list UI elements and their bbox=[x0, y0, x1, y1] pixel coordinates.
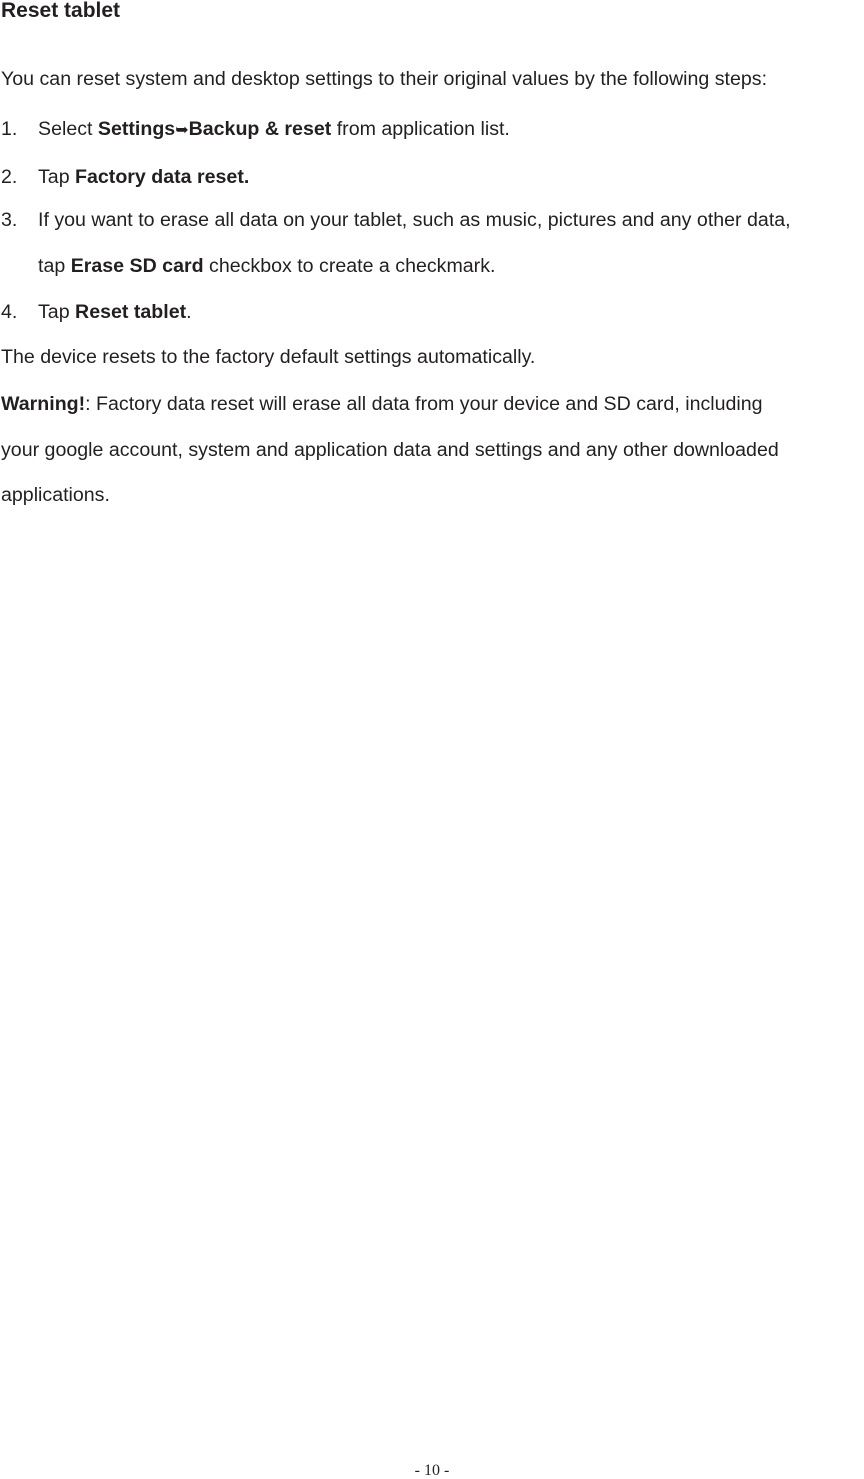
step-text: If you want to erase all data on your tablet, such as music, pictures and any other data, bbox=[38, 209, 791, 231]
step-text bbox=[38, 303, 192, 323]
step-3-continuation bbox=[38, 257, 495, 277]
factory-data-reset-label: Factory data reset. bbox=[75, 166, 250, 188]
warning-line-3: applications. bbox=[1, 484, 110, 506]
step-text bbox=[38, 120, 510, 140]
warning-line-1 bbox=[1, 395, 763, 415]
menu-path-settings: Settings bbox=[97, 118, 176, 140]
step-text-pre: tap bbox=[38, 255, 71, 277]
step-text-pre: Tap bbox=[38, 166, 76, 188]
reset-tablet-label: Reset tablet bbox=[75, 301, 187, 323]
step-number: 1. bbox=[1, 118, 18, 140]
step-number: 4. bbox=[1, 301, 18, 323]
step-text-post: from application list. bbox=[331, 118, 510, 140]
warning-text: : Factory data reset will erase all data from your device and SD card, including bbox=[85, 393, 763, 415]
intro-text: You can reset system and desktop settings to their original values by the following steps: bbox=[1, 68, 768, 90]
step-text-post: . bbox=[186, 301, 192, 323]
page-title: Reset tablet bbox=[1, 0, 121, 22]
menu-path-backup-reset: Backup & reset bbox=[188, 118, 332, 140]
step-text-post: checkbox to create a checkmark. bbox=[203, 255, 496, 277]
erase-sd-card-label: Erase SD card bbox=[70, 255, 204, 277]
step-number: 3. bbox=[1, 209, 18, 231]
step-text bbox=[38, 168, 249, 188]
step-text-pre: Select bbox=[38, 118, 98, 140]
warning-label: Warning! bbox=[1, 393, 86, 415]
arrow-icon: ➥ bbox=[175, 120, 189, 139]
step-text-pre: Tap bbox=[38, 301, 76, 323]
step-number: 2. bbox=[1, 166, 18, 188]
warning-line-2: your google account, system and application data and settings and any other downloaded bbox=[1, 439, 779, 461]
result-text: The device resets to the factory default settings automatically. bbox=[1, 346, 536, 368]
page-number: - 10 - bbox=[414, 1462, 450, 1479]
